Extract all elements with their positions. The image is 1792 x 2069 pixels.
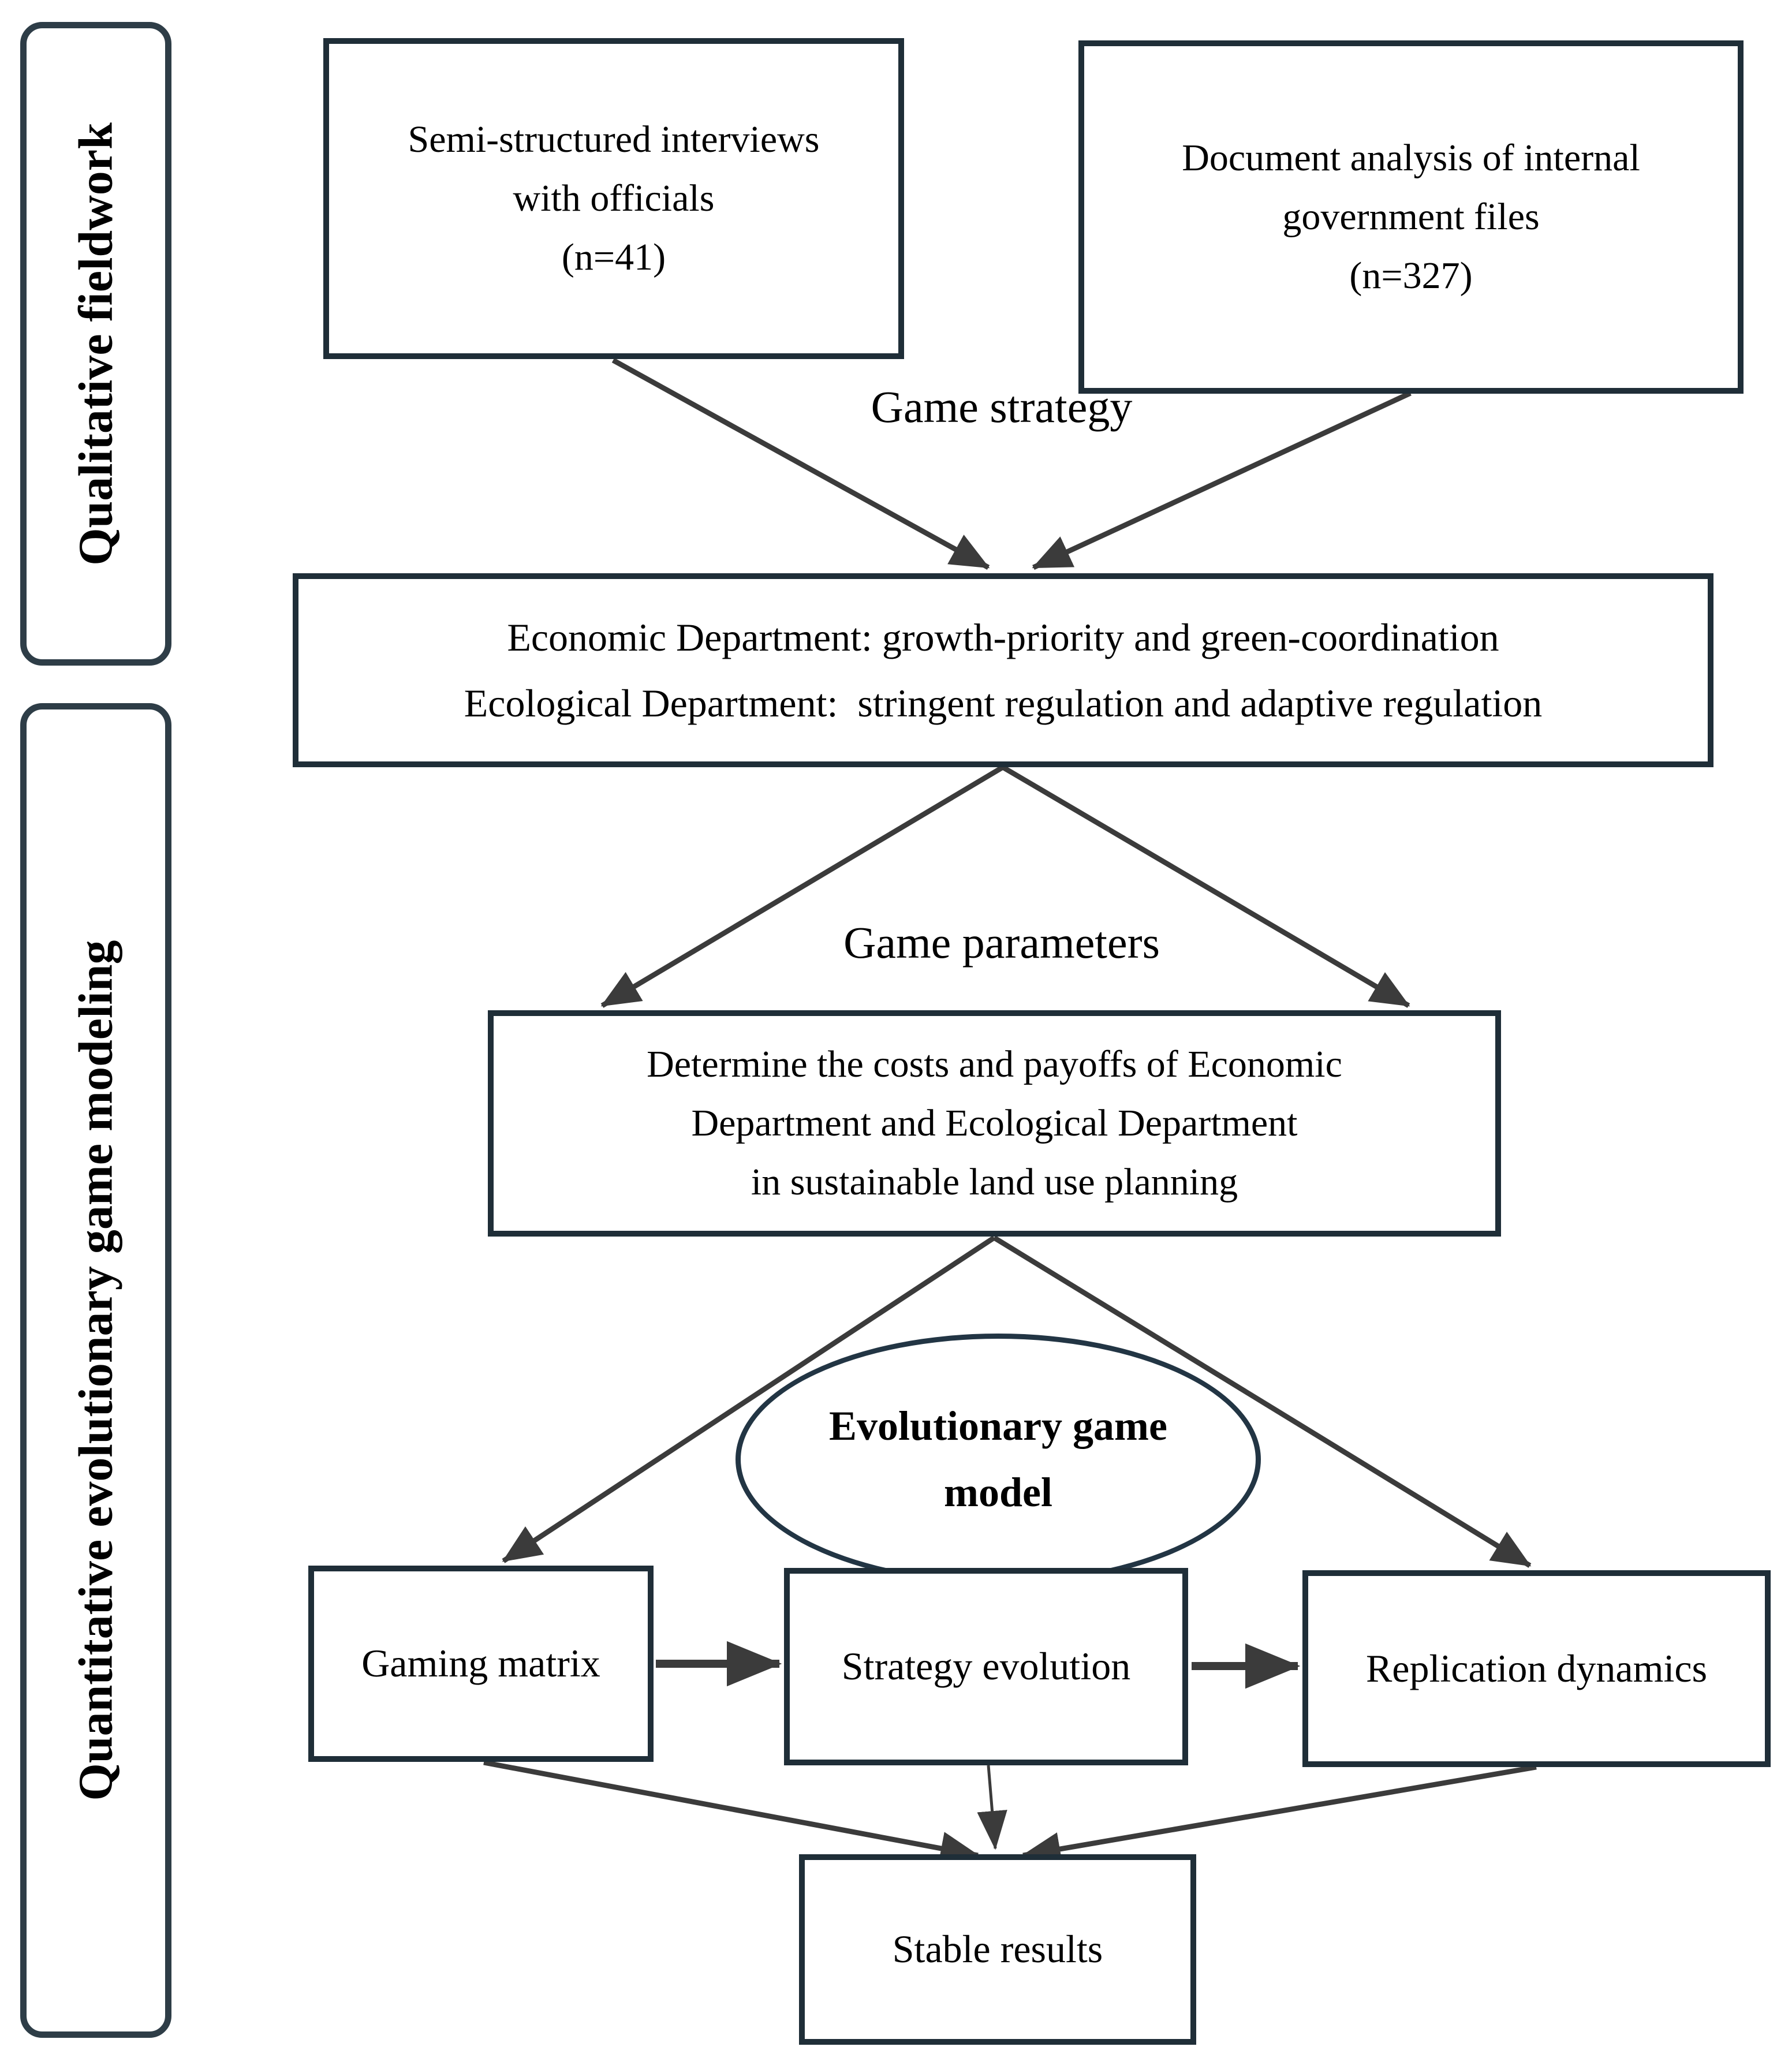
- section-quantitative-modeling-label: Quantitative evolutionary game modeling: [69, 940, 123, 1801]
- node-documents-line2: government files: [1282, 195, 1540, 238]
- node-interviews-line1: Semi-structured interviews: [408, 118, 820, 160]
- node-documents-line1: Document analysis of internal: [1182, 136, 1640, 179]
- arrow-strategy-evolution-to-stable-results: [988, 1765, 995, 1848]
- node-evolutionary-game-model-line2: model: [944, 1469, 1052, 1515]
- node-strategies-line2: Ecological Department: stringent regulation and adaptive regulation: [464, 681, 1543, 725]
- node-replication-dynamics-label: Replication dynamics: [1365, 1646, 1708, 1690]
- node-gaming-matrix: [308, 1566, 654, 1762]
- arrow-gaming-matrix-to-stable-results: [484, 1762, 978, 1855]
- arrow-replication-dynamics-to-stable-results: [1023, 1767, 1536, 1855]
- node-evolutionary-game-model: [736, 1334, 1261, 1585]
- node-strategies-line1: Economic Department: growth-priority and green-coordination: [507, 615, 1499, 659]
- node-strategies: [293, 573, 1713, 767]
- node-gaming-matrix-label: Gaming matrix: [361, 1641, 600, 1686]
- node-replication-dynamics: [1302, 1570, 1771, 1767]
- section-qualitative-fieldwork-label: Qualitative fieldwork: [69, 122, 123, 566]
- node-stable-results: [799, 1854, 1196, 2045]
- edge-label-game-parameters: Game parameters: [843, 917, 1160, 968]
- node-costs-payoffs-line3: in sustainable land use planning: [751, 1161, 1238, 1204]
- edge-label-game-strategy: Game strategy: [871, 382, 1133, 432]
- node-strategy-evolution: [784, 1568, 1188, 1765]
- node-evolutionary-game-model-line1: Evolutionary game: [829, 1402, 1167, 1449]
- section-quantitative-modeling: [20, 703, 171, 2038]
- arrow-strategies-to-costs-left: [602, 767, 1003, 1006]
- node-documents: [1078, 40, 1744, 394]
- node-interviews-line3: (n=41): [561, 236, 666, 279]
- node-costs-payoffs: [488, 1010, 1501, 1237]
- node-interviews: [323, 38, 904, 359]
- node-strategy-evolution-label: Strategy evolution: [841, 1644, 1131, 1689]
- node-costs-payoffs-line2: Department and Ecological Department: [691, 1101, 1298, 1144]
- node-stable-results-label: Stable results: [892, 1927, 1103, 1971]
- node-costs-payoffs-line1: Determine the costs and payoffs of Economic: [647, 1043, 1342, 1085]
- section-qualitative-fieldwork: [20, 22, 171, 666]
- node-interviews-line2: with officials: [513, 177, 715, 219]
- node-documents-line3: (n=327): [1349, 255, 1473, 297]
- arrow-strategies-to-costs-right: [1003, 767, 1409, 1006]
